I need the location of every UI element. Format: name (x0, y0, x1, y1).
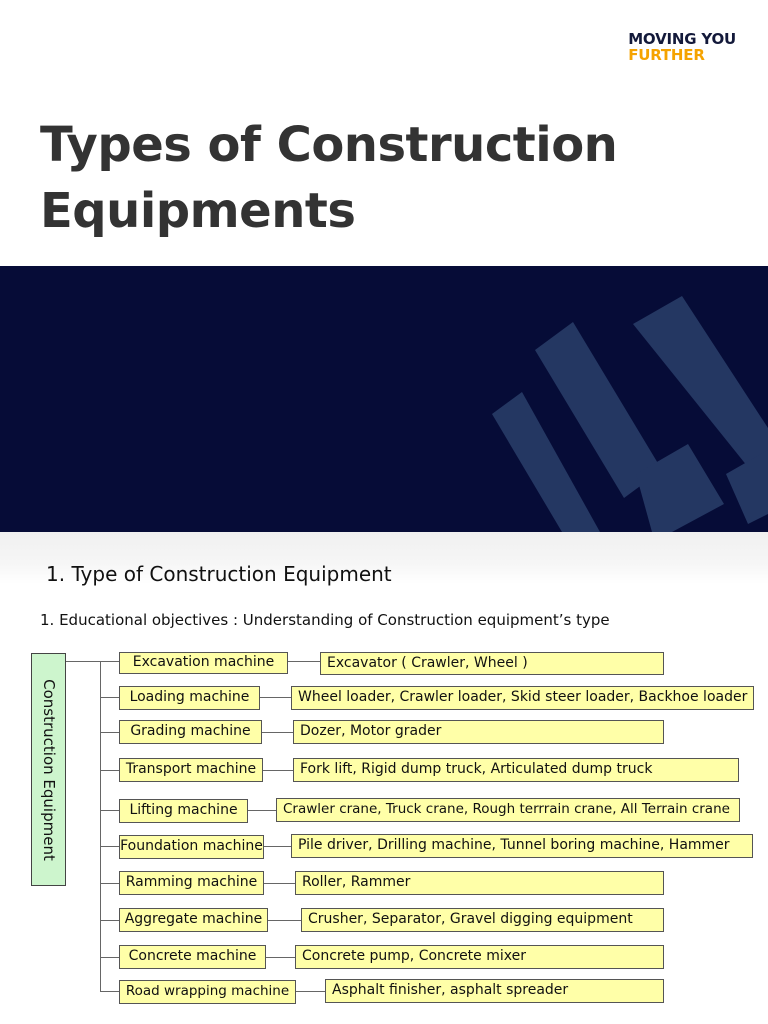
detail-grading-machine: Dozer, Motor grader (293, 720, 664, 744)
branch-line (100, 883, 119, 884)
category-aggregate-machine: Aggregate machine (119, 908, 268, 932)
section-title: 1. Type of Construction Equipment (46, 562, 392, 586)
row-connector (248, 810, 276, 811)
detail-aggregate-machine: Crusher, Separator, Gravel digging equipment (301, 908, 664, 932)
category-grading-machine: Grading machine (119, 720, 262, 744)
educational-objective: 1. Educational objectives : Understanding of Construction equipment’s type (40, 611, 610, 629)
brand-logo (628, 31, 736, 63)
brand-line-1: MOVING YOU (628, 30, 736, 48)
detail-excavation-machine: Excavator ( Crawler, Wheel ) (320, 652, 664, 675)
row-connector (288, 661, 320, 662)
branch-line (100, 920, 119, 921)
row-connector (264, 846, 291, 847)
category-concrete-machine: Concrete machine (119, 945, 266, 969)
trunk-line (100, 661, 101, 992)
detail-lifting-machine: Crawler crane, Truck crane, Rough terrrain crane, All Terrain crane (276, 798, 740, 822)
category-loading-machine: Loading machine (119, 686, 260, 710)
root-node-construction-equipment (31, 653, 66, 886)
category-ramming-machine: Ramming machine (119, 871, 264, 895)
row-connector (262, 732, 293, 733)
brand-line-2: FURTHER (628, 46, 705, 64)
detail-road-wrapping-machine: Asphalt finisher, asphalt spreader (325, 979, 664, 1003)
branch-line (100, 991, 119, 992)
row-connector (268, 920, 301, 921)
stripe-pattern (0, 266, 768, 532)
branch-line (100, 661, 119, 662)
row-connector (296, 991, 325, 992)
row-connector (263, 770, 293, 771)
branch-line (100, 697, 119, 698)
category-lifting-machine: Lifting machine (119, 799, 248, 823)
hero-banner (0, 266, 768, 532)
category-excavation-machine: Excavation machine (119, 652, 288, 674)
branch-line (100, 846, 119, 847)
category-road-wrapping-machine: Road wrapping machine (119, 980, 296, 1004)
detail-transport-machine: Fork lift, Rigid dump truck, Articulated dump truck (293, 758, 739, 782)
detail-loading-machine: Wheel loader, Crawler loader, Skid steer loader, Backhoe loader (291, 686, 754, 710)
category-foundation-machine: Foundation machine (119, 835, 264, 859)
root-node-label: Construction Equipment (39, 678, 58, 861)
detail-foundation-machine: Pile driver, Drilling machine, Tunnel boring machine, Hammer (291, 834, 753, 858)
row-connector (264, 883, 295, 884)
branch-line (100, 957, 119, 958)
detail-ramming-machine: Roller, Rammer (295, 871, 664, 895)
branch-line (100, 810, 119, 811)
page-title: Types of Construction Equipments (40, 117, 618, 239)
row-connector (260, 697, 291, 698)
detail-concrete-machine: Concrete pump, Concrete mixer (295, 945, 664, 969)
root-connector (66, 661, 100, 662)
branch-line (100, 770, 119, 771)
row-connector (266, 957, 295, 958)
category-transport-machine: Transport machine (119, 758, 263, 782)
branch-line (100, 732, 119, 733)
